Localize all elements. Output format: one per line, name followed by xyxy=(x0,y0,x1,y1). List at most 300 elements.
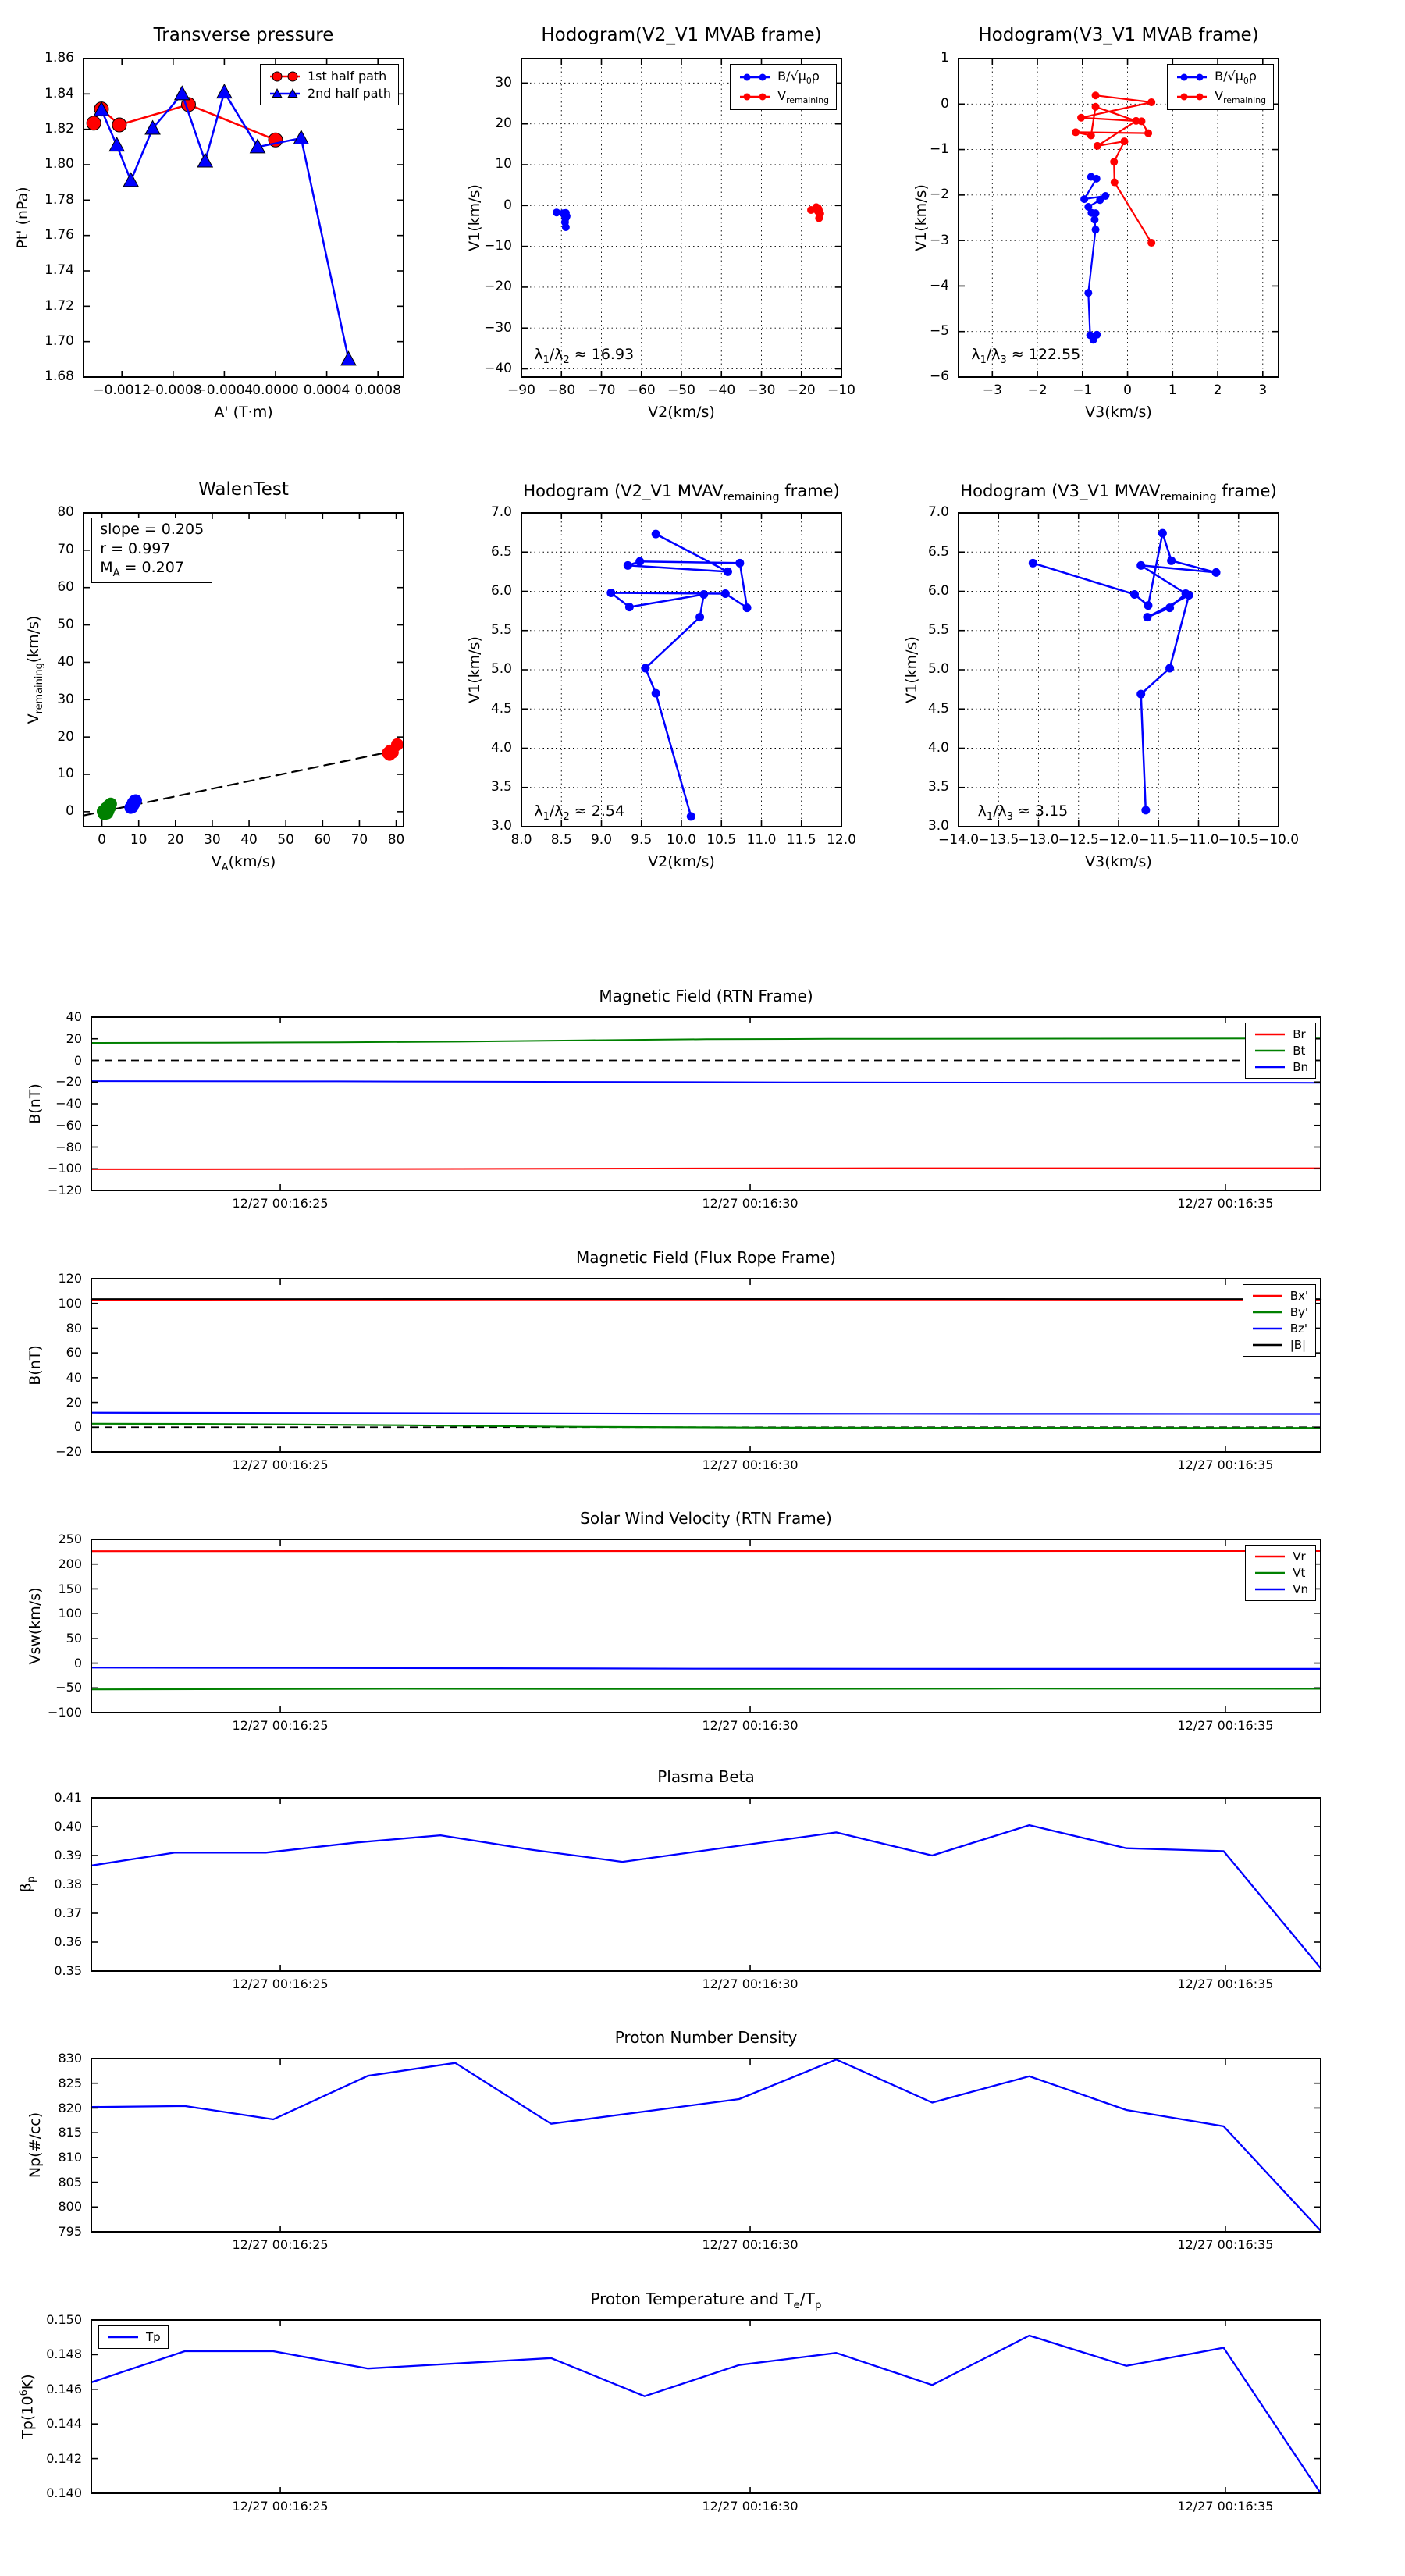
y-tick-label: −20 xyxy=(484,279,512,295)
annotation-line: slope = 0.205 xyxy=(100,521,205,539)
y-tick-label: −3 xyxy=(929,232,949,248)
y-axis-label: V1(km/s) xyxy=(466,636,483,703)
x-tick-label: −14.0 xyxy=(937,832,980,848)
y-tick-label: 100 xyxy=(58,1606,82,1621)
y-axis-label: $\beta_p$ xyxy=(17,1876,37,1893)
y-tick-label: 60 xyxy=(66,1345,82,1361)
y-tick-label: 120 xyxy=(58,1271,82,1286)
y-tick-label: 1.74 xyxy=(44,262,74,279)
plot-title: Transverse pressure xyxy=(153,25,334,46)
y-tick-label: 1.80 xyxy=(44,156,74,173)
series-markers-cluster-green xyxy=(97,798,117,820)
x-tick-label: 9.0 xyxy=(590,832,613,848)
y-tick-label: −40 xyxy=(55,1096,82,1112)
series-line-bn xyxy=(91,1081,1321,1083)
plot-title: Proton Number Density xyxy=(614,2028,798,2047)
y-axis-label: B(nT) xyxy=(27,1083,44,1124)
legend-sample-b-0 xyxy=(738,70,772,84)
x-tick-label: 12/27 00:16:30 xyxy=(702,1976,799,1991)
annotation-line: $M_A = 0.207$ xyxy=(100,559,184,580)
y-tick-label: 0.38 xyxy=(54,1877,82,1892)
y-tick-label: −20 xyxy=(55,1444,82,1460)
x-tick-label: −12.5 xyxy=(1058,832,1099,848)
y-tick-label: 6.5 xyxy=(927,543,949,560)
y-tick-label: −2 xyxy=(929,187,949,203)
legend xyxy=(1167,64,1274,110)
x-tick-label: −0.0012 xyxy=(93,382,151,398)
x-axis-label: V2(km/s) xyxy=(648,853,715,870)
series-line-tp xyxy=(91,2336,1321,2493)
annotation-line: r = 0.997 xyxy=(100,539,171,557)
series-markers-b-0 xyxy=(553,208,571,231)
y-axis-label: Pt' (nPa) xyxy=(14,187,31,249)
x-tick-label: −0.0008 xyxy=(144,382,202,398)
y-tick-label: 0.148 xyxy=(46,2347,82,2362)
series-line-vt xyxy=(91,1688,1321,1689)
legend-sample-v-remaining xyxy=(1175,90,1209,104)
plot-area-magnetic-field-flux-rope xyxy=(91,1279,1321,1452)
y-tick-label: 0.140 xyxy=(46,2485,82,2501)
plot-area-transverse-pressure xyxy=(84,59,404,377)
legend-label: $V_{remaining}$ xyxy=(777,88,829,106)
x-tick-label: 12/27 00:16:35 xyxy=(1177,2237,1274,2252)
tick-marks xyxy=(91,2320,1321,2493)
y-tick-label: 1.84 xyxy=(44,85,74,101)
y-axis-label: B(nT) xyxy=(27,1345,44,1386)
y-tick-label: 0 xyxy=(941,95,949,112)
y-tick-label: 3.0 xyxy=(490,818,512,834)
x-tick-label: −10 xyxy=(827,382,855,398)
plot-area-proton-temperature xyxy=(91,2320,1321,2493)
y-tick-label: 10 xyxy=(495,156,512,173)
x-tick-label: 10 xyxy=(130,832,148,848)
x-tick-label: 8.0 xyxy=(510,832,532,848)
y-tick-label: −10 xyxy=(484,238,512,254)
series-line-vn xyxy=(91,1667,1321,1669)
legend-sample-bx xyxy=(1250,1289,1285,1303)
tick-marks xyxy=(91,1798,1321,1971)
y-tick-label: 4.5 xyxy=(490,700,512,717)
series-markers-cluster-blue xyxy=(124,795,142,814)
x-tick-label: 12/27 00:16:25 xyxy=(232,1718,329,1733)
plot-hodogram-v2v1-mvab xyxy=(466,25,855,421)
x-tick-label: 11.5 xyxy=(786,832,816,848)
annotation-line: $\lambda_1/\lambda_3 \approx 3.15$ xyxy=(977,802,1069,823)
y-tick-label: −80 xyxy=(55,1139,82,1155)
plot-title: Hodogram(V3_V1 MVAB frame) xyxy=(978,25,1259,46)
legend-label: |B| xyxy=(1289,1338,1307,1352)
axes-frame xyxy=(91,2320,1321,2493)
legend-label: 1st half path xyxy=(307,69,387,84)
y-tick-label: 50 xyxy=(57,617,74,633)
x-axis-label: V3(km/s) xyxy=(1085,404,1152,421)
y-tick-label: 200 xyxy=(58,1556,82,1571)
legend-item xyxy=(1250,1289,1308,1303)
y-tick-label: 7.0 xyxy=(927,504,949,521)
legend-item xyxy=(1175,88,1266,105)
legend-sample-v-remaining xyxy=(738,90,772,104)
y-tick-label: 6.0 xyxy=(927,582,949,599)
axes-frame xyxy=(91,1539,1321,1713)
x-tick-label: 9.5 xyxy=(631,832,653,848)
axes-frame xyxy=(84,59,404,377)
y-tick-label: −30 xyxy=(484,319,512,336)
series-line-by xyxy=(91,1424,1321,1428)
axes-frame xyxy=(91,1279,1321,1452)
legend-item xyxy=(1253,1044,1308,1058)
legend-sample-br xyxy=(1253,1027,1287,1041)
legend-label: Bx' xyxy=(1289,1289,1308,1303)
plot-area-magnetic-field-rtn xyxy=(91,1017,1321,1190)
annotation xyxy=(971,345,1080,368)
legend-sample-bz xyxy=(1250,1322,1285,1336)
plot-proton-temperature xyxy=(18,2290,1321,2514)
x-axis-label: A' (T·m) xyxy=(214,404,273,421)
y-tick-label: 820 xyxy=(58,2100,82,2115)
plot-area-proton-number-density xyxy=(91,2058,1321,2232)
tick-marks xyxy=(91,1279,1321,1452)
x-tick-label: 11.0 xyxy=(746,832,777,848)
series-markers-cluster-red xyxy=(382,738,404,761)
x-tick-label: −80 xyxy=(547,382,576,398)
series-markers-b-0 xyxy=(1080,173,1109,344)
y-tick-label: 100 xyxy=(58,1295,82,1311)
y-tick-label: 0 xyxy=(66,803,74,820)
y-tick-label: −20 xyxy=(55,1074,82,1090)
x-tick-label: 70 xyxy=(350,832,368,848)
legend-item xyxy=(1253,1566,1308,1580)
legend-sample-b xyxy=(1250,1338,1285,1352)
plot-title: Hodogram(V2_V1 MVAB frame) xyxy=(541,25,822,46)
y-tick-label: 0 xyxy=(503,197,512,213)
y-tick-label: 6.5 xyxy=(490,543,512,560)
y-axis-label: $V_{remaining}(km/s)$ xyxy=(25,615,45,724)
y-tick-label: 0.41 xyxy=(54,1790,82,1806)
legend-item xyxy=(106,2330,161,2344)
plot-area-hodogram-v3v1-mvav xyxy=(959,513,1279,827)
legend-label: Bt xyxy=(1293,1044,1306,1058)
x-tick-label: 12/27 00:16:35 xyxy=(1177,1457,1274,1472)
plot-magnetic-field-flux-rope xyxy=(27,1248,1321,1472)
legend xyxy=(260,64,399,105)
series-line-2nd-half-path xyxy=(101,92,349,359)
legend-item xyxy=(1250,1322,1308,1336)
x-tick-label: 50 xyxy=(277,832,295,848)
legend-item xyxy=(738,88,829,105)
x-tick-label: 12/27 00:16:35 xyxy=(1177,1718,1274,1733)
y-tick-label: 1.68 xyxy=(44,368,74,385)
y-tick-label: 810 xyxy=(58,2149,82,2165)
legend-label: By' xyxy=(1289,1305,1308,1319)
plot-title: Hodogram (V2_V1 $MVAV_{remaining}$ frame) xyxy=(523,481,840,503)
y-tick-label: 40 xyxy=(66,1009,82,1025)
legend-item xyxy=(268,86,391,101)
y-axis-label: $Tp(10^6K)$ xyxy=(18,2374,37,2439)
y-tick-label: −120 xyxy=(48,1183,82,1198)
x-tick-label: 3 xyxy=(1258,382,1268,398)
annotation xyxy=(978,802,1069,824)
x-tick-label: 12/27 00:16:30 xyxy=(702,2237,799,2252)
y-tick-label: 5.5 xyxy=(490,622,512,639)
x-tick-label: 0.0004 xyxy=(303,382,350,398)
series-line-beta xyxy=(91,1825,1321,1968)
y-tick-label: 1.86 xyxy=(44,50,74,66)
y-tick-label: 20 xyxy=(495,116,512,132)
plot-title: Magnetic Field (RTN Frame) xyxy=(599,987,813,1005)
x-tick-label: 0.0008 xyxy=(354,382,401,398)
y-tick-label: −6 xyxy=(929,368,949,385)
y-tick-label: 40 xyxy=(66,1369,82,1385)
annotation-line: $\lambda_1/\lambda_2 \approx 2.54$ xyxy=(534,802,625,823)
y-tick-label: −1 xyxy=(929,141,949,158)
y-tick-label: 1 xyxy=(941,50,949,66)
plot-title: Hodogram (V3_V1 $MVAV_{remaining}$ frame) xyxy=(960,481,1277,503)
x-tick-label: 2 xyxy=(1213,382,1222,398)
y-tick-label: 80 xyxy=(66,1320,82,1336)
axes-frame xyxy=(91,2058,1321,2232)
plot-walen-test xyxy=(25,479,405,873)
x-tick-label: −13.0 xyxy=(1018,832,1059,848)
x-tick-label: −60 xyxy=(627,382,656,398)
y-tick-label: 20 xyxy=(57,728,74,745)
x-tick-label: −2 xyxy=(1027,382,1048,398)
legend-label: Br xyxy=(1293,1027,1306,1041)
y-tick-label: 30 xyxy=(57,691,74,707)
x-tick-label: 0 xyxy=(1123,382,1132,398)
plot-title: Proton Temperature and $T_e/T_p$ xyxy=(590,2290,822,2311)
plot-hodogram-v3v1-mvav xyxy=(903,481,1300,870)
legend-item xyxy=(1250,1338,1308,1352)
y-axis-label: Np(#/cc) xyxy=(27,2112,44,2179)
x-tick-label: 80 xyxy=(387,832,405,848)
series-markers-v-path xyxy=(1029,529,1221,815)
legend xyxy=(1243,1284,1316,1357)
x-tick-label: −10.5 xyxy=(1218,832,1259,848)
plot-area-solar-wind-velocity xyxy=(91,1539,1321,1713)
y-tick-label: 0.142 xyxy=(46,2450,82,2466)
tick-marks xyxy=(91,1539,1321,1713)
y-tick-label: −4 xyxy=(929,277,949,294)
y-tick-label: 4.0 xyxy=(490,739,512,756)
x-tick-label: −11.0 xyxy=(1178,832,1219,848)
tick-marks xyxy=(84,59,404,377)
y-tick-label: −100 xyxy=(48,1705,82,1720)
y-tick-label: 800 xyxy=(58,2199,82,2215)
x-tick-label: 12/27 00:16:30 xyxy=(702,1196,799,1211)
plot-title: WalenTest xyxy=(198,479,289,500)
annotation xyxy=(91,518,212,583)
x-tick-label: 60 xyxy=(314,832,332,848)
x-tick-label: 10.0 xyxy=(667,832,696,848)
y-tick-label: 0 xyxy=(73,1419,82,1435)
y-tick-label: −40 xyxy=(484,360,512,376)
x-tick-label: 12/27 00:16:25 xyxy=(232,2237,329,2252)
series-line-v-path xyxy=(1033,533,1216,810)
y-tick-label: 0.37 xyxy=(54,1905,82,1921)
x-tick-label: −12.0 xyxy=(1097,832,1140,848)
legend-label: Vt xyxy=(1293,1566,1306,1580)
legend-sample-tp xyxy=(106,2330,140,2344)
plot-area-hodogram-v2v1-mvav xyxy=(521,513,841,827)
legend-label: $B/√\mu_0\rho$ xyxy=(1215,69,1257,87)
legend-item xyxy=(1253,1582,1308,1596)
plot-magnetic-field-rtn xyxy=(27,987,1321,1211)
legend xyxy=(1245,1023,1316,1079)
y-tick-label: 1.78 xyxy=(44,191,74,208)
plot-area-plasma-beta xyxy=(91,1798,1321,1971)
legend-sample-vr xyxy=(1253,1550,1287,1564)
x-tick-label: −11.5 xyxy=(1138,832,1179,848)
y-tick-label: 70 xyxy=(57,542,74,558)
y-axis-label: Vsw(km/s) xyxy=(27,1587,44,1665)
x-tick-label: −3 xyxy=(982,382,1002,398)
legend xyxy=(730,64,837,110)
legend-label: Vr xyxy=(1293,1550,1306,1564)
legend-label: 2nd half path xyxy=(307,86,391,101)
y-axis-label: V1(km/s) xyxy=(903,636,920,703)
y-tick-label: 5.0 xyxy=(490,661,512,678)
legend-sample-by xyxy=(1250,1305,1285,1319)
y-tick-label: −5 xyxy=(929,323,949,340)
y-tick-label: 0.39 xyxy=(54,1848,82,1863)
x-tick-label: 12/27 00:16:25 xyxy=(232,1976,329,1991)
x-axis-label: $V_A(km/s)$ xyxy=(211,853,276,873)
legend-sample-vn xyxy=(1253,1582,1287,1596)
y-tick-label: 0 xyxy=(73,1052,82,1068)
y-tick-label: 60 xyxy=(57,579,74,596)
x-tick-label: −13.5 xyxy=(978,832,1019,848)
y-tick-label: 795 xyxy=(58,2224,82,2240)
annotation xyxy=(534,802,624,824)
legend-item xyxy=(1250,1305,1308,1319)
legend-item xyxy=(268,69,391,84)
y-tick-label: 250 xyxy=(58,1532,82,1547)
annotation xyxy=(534,345,634,368)
x-tick-label: 10.5 xyxy=(706,832,737,848)
x-tick-label: 12.0 xyxy=(827,832,856,848)
y-tick-label: 0 xyxy=(73,1655,82,1670)
series-line-bz xyxy=(91,1413,1321,1414)
y-tick-label: 4.5 xyxy=(927,700,949,717)
x-tick-label: 0.0000 xyxy=(252,382,299,398)
tick-marks xyxy=(91,2058,1321,2232)
y-tick-label: 0.40 xyxy=(54,1819,82,1834)
series-markers-2nd-half-path xyxy=(94,84,356,365)
y-tick-label: 1.72 xyxy=(44,297,74,314)
y-tick-label: 20 xyxy=(66,1030,82,1046)
y-tick-label: 1.70 xyxy=(44,333,74,350)
legend-item xyxy=(1253,1060,1308,1074)
x-tick-label: −0.0004 xyxy=(195,382,254,398)
plot-transverse-pressure xyxy=(14,25,404,421)
series-line-v-path xyxy=(611,534,747,817)
x-tick-label: 12/27 00:16:30 xyxy=(702,1457,799,1472)
y-tick-label: 150 xyxy=(58,1581,82,1596)
x-axis-label: V3(km/s) xyxy=(1085,853,1152,870)
y-tick-label: 815 xyxy=(58,2125,82,2140)
y-tick-label: −100 xyxy=(48,1161,82,1176)
y-tick-label: 805 xyxy=(58,2174,82,2190)
y-tick-label: 0.144 xyxy=(46,2416,82,2432)
x-tick-label: 12/27 00:16:35 xyxy=(1177,1196,1274,1211)
y-axis-label: V1(km/s) xyxy=(912,184,930,251)
x-tick-label: 12/27 00:16:25 xyxy=(232,1457,329,1472)
x-tick-label: −90 xyxy=(507,382,535,398)
legend xyxy=(98,2325,169,2349)
y-tick-label: 4.0 xyxy=(927,739,949,756)
plot-title: Plasma Beta xyxy=(657,1767,755,1786)
legend-item xyxy=(1253,1027,1308,1041)
x-tick-label: 40 xyxy=(240,832,258,848)
legend-label: $V_{remaining}$ xyxy=(1215,88,1266,106)
y-tick-label: 7.0 xyxy=(490,504,512,521)
y-tick-label: 0.35 xyxy=(54,1963,82,1979)
axes-frame xyxy=(91,1798,1321,1971)
legend-sample-b-0 xyxy=(1175,70,1209,84)
series-line-bt xyxy=(91,1038,1321,1043)
series-line-np xyxy=(91,2059,1321,2230)
x-tick-label: −1 xyxy=(1072,382,1093,398)
plot-title: Magnetic Field (Flux Rope Frame) xyxy=(576,1248,836,1267)
series-line-v-remaining xyxy=(1076,95,1151,243)
plot-hodogram-v3v1-mvab xyxy=(912,25,1279,421)
y-tick-label: 5.0 xyxy=(927,661,949,678)
legend-sample-bt xyxy=(1253,1044,1287,1058)
y-tick-label: 1.76 xyxy=(44,227,74,244)
legend-label: Tp xyxy=(146,2330,161,2344)
y-tick-label: 0.146 xyxy=(46,2381,82,2396)
plot-title: Solar Wind Velocity (RTN Frame) xyxy=(580,1509,832,1528)
x-tick-label: 30 xyxy=(204,832,221,848)
legend-label: $B/√\mu_0\rho$ xyxy=(777,69,820,87)
x-tick-label: −50 xyxy=(667,382,695,398)
x-tick-label: −40 xyxy=(707,382,736,398)
y-tick-label: 50 xyxy=(66,1630,82,1646)
y-tick-label: −60 xyxy=(55,1117,82,1133)
legend-label: Vn xyxy=(1293,1582,1308,1596)
legend-item xyxy=(1175,69,1266,86)
y-tick-label: 6.0 xyxy=(490,582,512,599)
y-tick-label: 0.150 xyxy=(46,2312,82,2328)
y-tick-label: 40 xyxy=(57,653,74,670)
legend-item xyxy=(738,69,829,86)
x-tick-label: 1 xyxy=(1168,382,1177,398)
x-tick-label: 12/27 00:16:30 xyxy=(702,2499,799,2514)
annotation-line: $\lambda_1/\lambda_2 \approx 16.93$ xyxy=(534,346,635,366)
legend-sample-2nd-half-path xyxy=(268,87,302,101)
x-tick-label: 20 xyxy=(166,832,184,848)
x-tick-label: 12/27 00:16:25 xyxy=(232,1196,329,1211)
legend xyxy=(1245,1545,1316,1601)
plot-plasma-beta xyxy=(17,1767,1321,1991)
x-tick-label: 12/27 00:16:35 xyxy=(1177,1976,1274,1991)
legend-sample-vt xyxy=(1253,1566,1287,1580)
annotation-line: $\lambda_1/\lambda_3 \approx 122.55$ xyxy=(971,346,1081,366)
y-tick-label: 3.0 xyxy=(927,818,949,834)
y-tick-label: 30 xyxy=(495,74,512,91)
x-tick-label: 12/27 00:16:25 xyxy=(232,2499,329,2514)
y-tick-label: 0.36 xyxy=(54,1934,82,1950)
x-tick-label: 0 xyxy=(98,832,106,848)
x-tick-label: −10.0 xyxy=(1257,832,1300,848)
legend-label: Bz' xyxy=(1289,1322,1307,1336)
x-axis-label: V2(km/s) xyxy=(648,404,715,421)
legend-sample-bn xyxy=(1253,1060,1287,1074)
x-tick-label: −20 xyxy=(787,382,816,398)
y-tick-label: 825 xyxy=(58,2075,82,2090)
y-tick-label: 1.82 xyxy=(44,121,74,137)
series-markers-v-remaining xyxy=(807,203,824,222)
